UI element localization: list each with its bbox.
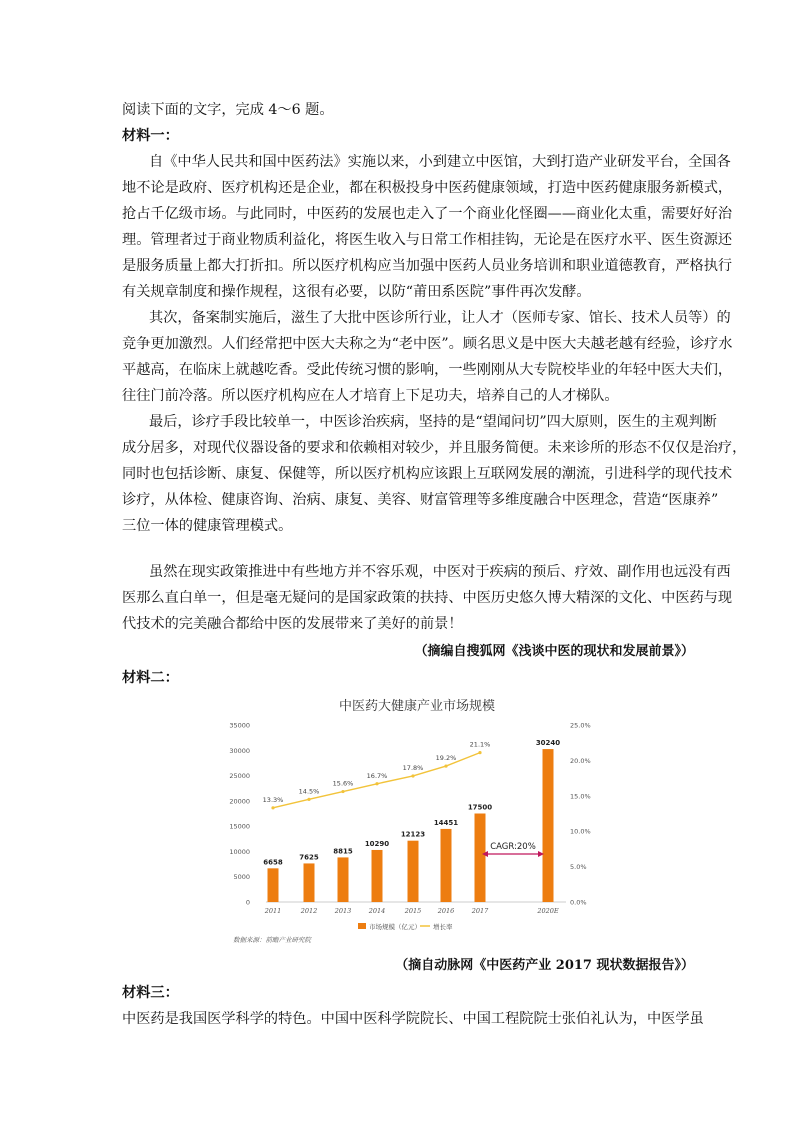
x-tick-label: 2016 bbox=[437, 907, 455, 915]
growth-value-label: 21.1% bbox=[469, 740, 491, 749]
right-tick-label: 15.0% bbox=[570, 792, 591, 801]
right-tick-label: 25.0% bbox=[570, 721, 591, 730]
bar-value-label: 10290 bbox=[364, 839, 390, 848]
paragraph-line: 抢占千亿级市场。与此同时，中医药的发展也走入了一个商业化怪圈——商业化太重，需要好好治 bbox=[122, 206, 733, 222]
growth-value-label: 16.7% bbox=[366, 771, 388, 780]
data-source-note: 数据来源：前瞻产业研究院 bbox=[233, 936, 311, 944]
growth-point bbox=[307, 798, 310, 801]
growth-point bbox=[341, 790, 344, 793]
growth-point bbox=[444, 764, 447, 767]
paragraph-line: 竞争更加激烈。人们经常把中医大夫称之为“老中医”。顾名思义是中医大夫越老越有经验，诊疗水 bbox=[122, 336, 733, 352]
material2-source: （摘自动脉网《中医药产业 2017 现状数据报告》） bbox=[395, 958, 694, 973]
growth-point bbox=[411, 774, 414, 777]
left-tick-label: 0 bbox=[245, 898, 250, 907]
paragraph-line: 理。管理者过于商业物质利益化，将医生收入与日常工作相挂钩，无论是在医疗水平、医生资源还 bbox=[122, 232, 733, 248]
material1-heading: 材料一： bbox=[122, 128, 179, 144]
growth-value-label: 13.3% bbox=[262, 795, 284, 804]
paragraph-line: 最后，诊疗手段比较单一，中医诊治疾病，坚持的是“望闻问切”四大原则，医生的主观判断 bbox=[149, 414, 717, 430]
growth-line-group bbox=[263, 741, 491, 810]
left-tick-label: 25000 bbox=[229, 772, 250, 781]
bar bbox=[304, 863, 315, 902]
paragraph-line: 三位一体的健康管理模式。 bbox=[122, 518, 293, 534]
paragraph-line: 其次，备案制实施后，滋生了大批中医诊所行业，让人才（医师专家、馆长、技术人员等）的 bbox=[149, 310, 731, 326]
left-tick-label: 30000 bbox=[229, 746, 250, 755]
growth-value-label: 19.2% bbox=[435, 754, 457, 763]
bar bbox=[543, 749, 554, 902]
left-tick-label: 35000 bbox=[229, 721, 250, 730]
bar-value-label: 30240 bbox=[535, 739, 561, 748]
bar-value-label: 17500 bbox=[467, 803, 493, 812]
x-tick-label: 2011 bbox=[264, 907, 282, 915]
cagr-annotation bbox=[482, 842, 544, 857]
x-tick-label: 2017 bbox=[471, 907, 489, 915]
bar bbox=[408, 841, 419, 902]
material1-source: （摘编自搜狐网《浅谈中医的现状和发展前景》） bbox=[414, 644, 694, 659]
market-size-chart bbox=[230, 692, 605, 952]
paragraph-line: 虽然在现实政策推进中有些地方并不容乐观，中医对于疾病的预后、疗效、副作用也远没有西 bbox=[149, 564, 731, 580]
x-tick-label: 2014 bbox=[368, 907, 386, 915]
x-tick-label: 2020E bbox=[537, 907, 559, 915]
material3-heading: 材料三： bbox=[122, 985, 179, 1001]
paragraph-line: 成分居多，对现代仪器设备的要求和依赖相对较少，并且服务简便。未来诊所的形态不仅仅是治疗， bbox=[122, 440, 747, 456]
bar bbox=[372, 850, 383, 902]
left-tick-label: 15000 bbox=[229, 822, 250, 831]
growth-point bbox=[271, 806, 274, 809]
paragraph-line: 中医药是我国医学科学的特色。中国中医科学院院长、中国工程院院士张伯礼认为，中医学虽 bbox=[122, 1011, 704, 1027]
x-axis-labels bbox=[264, 907, 559, 915]
left-axis bbox=[229, 722, 250, 907]
left-tick-label: 5000 bbox=[233, 873, 250, 882]
bar-value-label: 12123 bbox=[400, 830, 426, 839]
chart-svg bbox=[230, 692, 605, 952]
growth-value-label: 14.5% bbox=[298, 787, 320, 796]
bar-value-label: 7625 bbox=[299, 853, 319, 862]
paragraph-line: 有关规章制度和操作规程，这很有必要，以防“莆田系医院”事件再次发酵。 bbox=[122, 284, 591, 300]
left-tick-label: 20000 bbox=[229, 797, 250, 806]
paragraph-line: 同时也包括诊断、康复、保健等，所以医疗机构应该跟上互联网发展的潮流，引进科学的现代技术 bbox=[122, 466, 733, 482]
paragraph-line: 诊疗，从体检、健康咨询、治病、康复、美容、财富管理等多维度融合中医理念，营造“医康养” bbox=[122, 492, 719, 508]
bar bbox=[338, 857, 349, 902]
right-axis bbox=[570, 722, 591, 907]
bar bbox=[441, 829, 452, 902]
growth-value-label: 17.8% bbox=[402, 763, 424, 772]
cagr-label: CAGR:20% bbox=[490, 842, 536, 852]
intro-text: 阅读下面的文字，完成 4～6 题。 bbox=[122, 102, 334, 118]
growth-value-label: 15.6% bbox=[332, 779, 354, 788]
paragraph-line: 医那么直白单一，但是毫无疑问的是国家政策的扶持、中医历史悠久博大精深的文化、中医药与现 bbox=[122, 590, 733, 606]
left-tick-label: 10000 bbox=[229, 847, 250, 856]
bar bbox=[475, 814, 486, 903]
x-tick-label: 2013 bbox=[334, 907, 352, 915]
paragraph-line: 往往门前冷落。所以医疗机构应在人才培育上下足功夫，培养自己的人才梯队。 bbox=[122, 388, 619, 404]
material2-heading: 材料二： bbox=[122, 670, 179, 686]
legend-line-label: 增长率 bbox=[433, 923, 453, 931]
right-tick-label: 20.0% bbox=[570, 756, 591, 765]
chart-legend bbox=[358, 922, 453, 931]
growth-point bbox=[375, 782, 378, 785]
right-tick-label: 10.0% bbox=[570, 827, 591, 836]
right-tick-label: 5.0% bbox=[570, 863, 587, 872]
bar-value-label: 8815 bbox=[333, 847, 353, 856]
chart-title: 中医药大健康产业市场规模 bbox=[338, 699, 496, 714]
paragraph-line: 代技术的完美融合都给中医的发展带来了美好的前景！ bbox=[122, 616, 463, 632]
bar bbox=[268, 868, 279, 902]
paragraph-line: 自《中华人民共和国中医药法》实施以来，小到建立中医馆，大到打造产业研发平台，全国各 bbox=[149, 154, 731, 170]
legend-bar-swatch bbox=[358, 923, 366, 929]
bar-value-label: 6658 bbox=[263, 858, 283, 867]
x-tick-label: 2012 bbox=[300, 907, 318, 915]
right-tick-label: 0.0% bbox=[570, 898, 587, 907]
growth-point bbox=[478, 751, 481, 754]
legend-bar-label: 市场规模（亿元） bbox=[369, 923, 421, 931]
x-tick-label: 2015 bbox=[404, 907, 422, 915]
paragraph-line: 平越高，在临床上就越吃香。受此传统习惯的影响，一些刚刚从大专院校毕业的年轻中医大夫们， bbox=[122, 362, 733, 378]
paragraph-line: 是服务质量上都大打折扣。所以医疗机构应当加强中医药人员业务培训和职业道德教育，严格执行 bbox=[122, 258, 733, 274]
bar-value-label: 14451 bbox=[433, 818, 459, 827]
paragraph-line: 地不论是政府、医疗机构还是企业，都在积极投身中医药健康领域，打造中医药健康服务新模式， bbox=[122, 180, 733, 196]
